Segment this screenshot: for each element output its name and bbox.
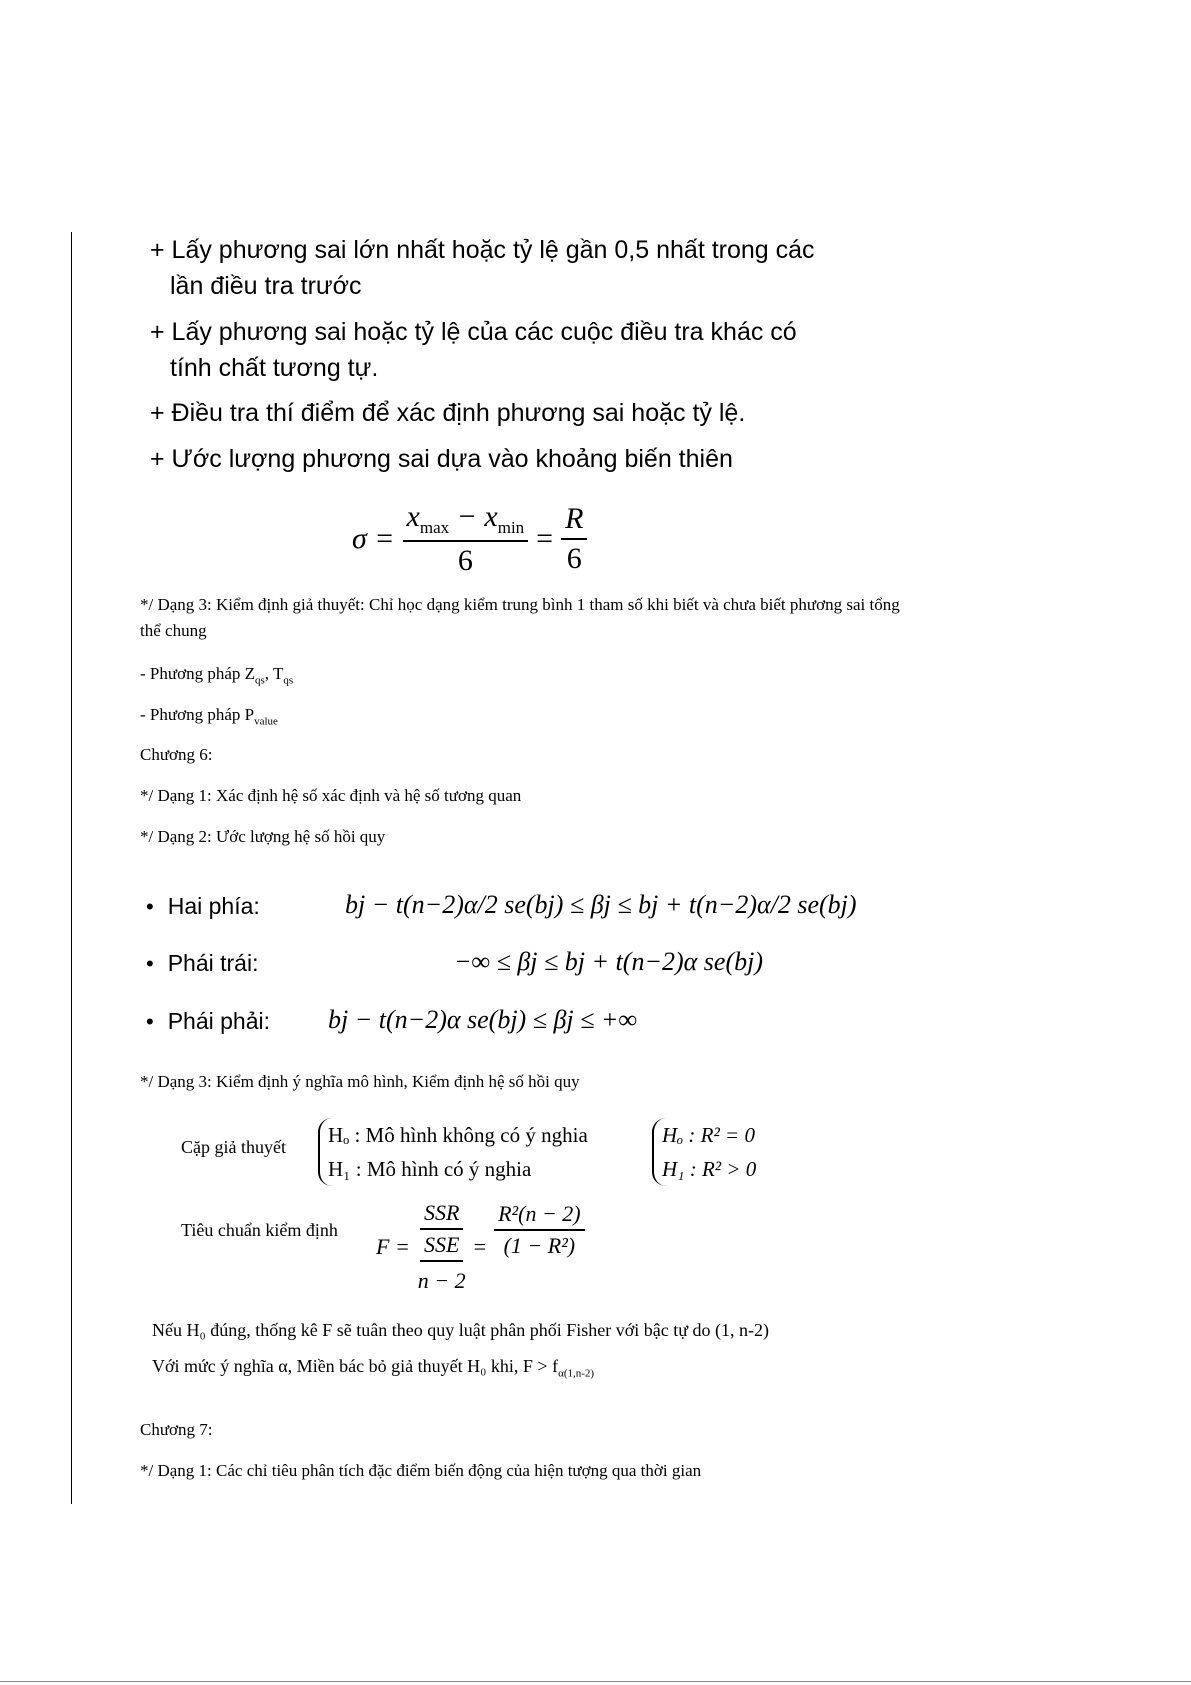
fisher-line2 [152, 1356, 594, 1380]
chuong6-dang3: */ Dạng 3: Kiểm định ý nghĩa mô hình, Kiểm định hệ số hồi quy [140, 1072, 580, 1091]
fisher-line2-sub: α(1,n-2) [558, 1367, 595, 1380]
method1-prefix: - Phương pháp Z [140, 664, 255, 683]
bottom-rule [0, 1681, 1191, 1682]
chuong7-dang1: */ Dạng 1: Các chỉ tiêu phân tích đặc điểm biến động của hiện tượng qua thời gian [140, 1461, 702, 1480]
f-den-top: SSE [420, 1232, 463, 1262]
h0-text: Hₒ : Mô hình không có ý nghia [328, 1123, 588, 1147]
h1-r2: H₁ : R² > 0 [662, 1157, 757, 1181]
f-rnum: R²(n − 2) [494, 1201, 585, 1231]
method-pvalue [140, 705, 278, 727]
interval-two-sided-label [146, 893, 260, 920]
dang3-ch5-line1: */ Dạng 3: Kiểm định giả thuyết: Chỉ học dạng kiểm trung bình 1 tham số khi biết và chưa biết phương sai tổng [140, 595, 900, 614]
method1-sub1: qs [255, 674, 265, 687]
interval-two-sided-formula: bj − t(n−2)α/2 se(bj) ≤ βj ≤ bj + t(n−2)α/2 se(bj) [345, 890, 857, 919]
sigma-den: 6 [457, 544, 473, 577]
method1-mid: , T [264, 664, 284, 683]
dang3-ch5-line2: thể chung [140, 621, 207, 640]
f-r-fraction [494, 1201, 585, 1259]
method1-sub2: qs [283, 674, 294, 687]
interval-left-formula: −∞ ≤ βj ≤ bj + t(n−2)α se(bj) [454, 947, 763, 976]
sigma-lhs: σ = [352, 522, 395, 555]
bullet-3: + Điều tra thí điểm để xác định phương sai hoặc tỷ lệ. [150, 399, 746, 427]
r-num: R [561, 502, 587, 540]
method2-sub: value [254, 715, 278, 728]
chuong6-title: Chương 6: [140, 745, 213, 764]
f-den [418, 1230, 466, 1294]
interval-left-label [146, 950, 258, 977]
hypothesis-r2-cases [652, 1118, 756, 1186]
bullet-2-line1: + Lấy phương sai hoặc tỷ lệ của các cuộc điều tra khác có [150, 318, 797, 346]
left-margin-line [71, 232, 72, 1504]
bullet-dot-icon: • [146, 1009, 154, 1034]
bullet-dot-icon: • [146, 951, 154, 976]
sigma-eq: = [536, 522, 554, 555]
f-eq: = [473, 1234, 487, 1259]
method2-prefix: - Phương pháp P [140, 705, 255, 724]
hypothesis-cases [318, 1118, 588, 1186]
r-den: 6 [566, 542, 582, 575]
f-fraction [418, 1200, 466, 1294]
f-rden: (1 − R²) [503, 1233, 576, 1258]
chuong7-title: Chương 7: [140, 1420, 213, 1439]
chuong6-dang1: */ Dạng 1: Xác định hệ số xác định và hệ số tương quan [140, 786, 522, 805]
r-fraction [561, 502, 587, 576]
left-label-text: Phái trái: [167, 950, 259, 976]
bullet-1-line1: + Lấy phương sai lớn nhất hoặc tỷ lệ gần 0,5 nhất trong các [150, 236, 815, 264]
xmin-var: − x [449, 500, 498, 533]
right-label-text: Phái phải: [167, 1008, 271, 1034]
f-num: SSR [420, 1200, 463, 1230]
sigma-fraction [403, 500, 529, 578]
f-statistic-formula [376, 1200, 585, 1294]
h1-text: H₁ : Mô hình có ý nghia [328, 1157, 532, 1181]
sigma-formula [352, 500, 587, 578]
min-sub: min [497, 518, 525, 537]
fisher-line1: Nếu H₀ đúng, thống kê F sẽ tuân theo quy luật phân phối Fisher với bậc tự do (1, n-2) [152, 1320, 769, 1340]
bullet-1-line2: lần điều tra trước [170, 272, 362, 300]
interval-right-formula: bj − t(n−2)α se(bj) ≤ βj ≤ +∞ [328, 1005, 637, 1034]
f-lhs: F = [376, 1234, 410, 1259]
bullet-2-line2: tính chất tương tự. [170, 354, 379, 382]
chuong6-dang2: */ Dạng 2: Ước lượng hệ số hồi quy [140, 827, 386, 846]
xmax-var: x [406, 500, 420, 533]
max-sub: max [419, 518, 450, 537]
hypothesis-label: Cặp giả thuyết [181, 1137, 286, 1157]
bullet-4: + Ước lượng phương sai dựa vào khoảng biến thiên [150, 445, 733, 473]
test-label: Tiêu chuẩn kiểm định [181, 1220, 338, 1240]
fisher-line2-prefix: Với mức ý nghĩa α, Miền bác bỏ giả thuyết H₀ khi, F > f [152, 1356, 559, 1376]
interval-right-label [146, 1008, 270, 1035]
bullet-dot-icon: • [146, 894, 154, 919]
two-sided-label-text: Hai phía: [167, 893, 260, 919]
h0-r2: Hₒ : R² = 0 [662, 1123, 755, 1147]
method-z-t [140, 664, 293, 686]
f-den-bottom: n − 2 [417, 1268, 466, 1293]
